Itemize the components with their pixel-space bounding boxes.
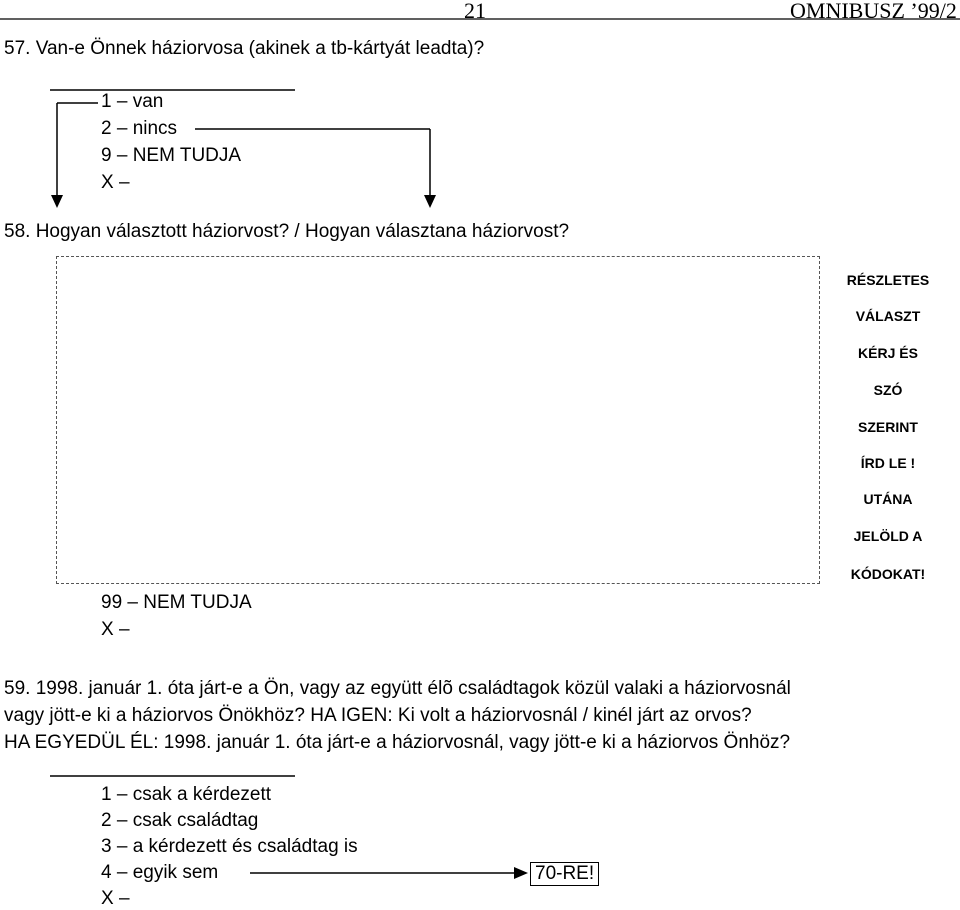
- q57-option-2: 2 – nincs: [101, 118, 178, 139]
- q58-instruction-1: RÉSZLETES: [846, 272, 930, 288]
- q59-text-line-1: 59. 1998. január 1. óta járt-e a Ön, vagy az együtt élõ családtagok közül valaki a háziorvosnál: [4, 678, 791, 699]
- q58-instruction-4: SZÓ: [873, 382, 903, 398]
- q59-option-2: 2 – csak családtag: [101, 810, 259, 831]
- q58-instruction-8: JELÖLD A: [853, 528, 923, 544]
- q58-instruction-5: SZERINT: [858, 419, 918, 435]
- q59-skip-arrow-head: [514, 867, 528, 879]
- q57-option-1: 1 – van: [101, 91, 164, 112]
- q59-text-line-3: HA EGYEDÜL ÉL: 1998. január 1. óta járt-e a háziorvosnál, vagy jött-e ki a háziorvos Önhöz?: [4, 732, 791, 753]
- q59-option-1: 1 – csak a kérdezett: [101, 784, 272, 805]
- q57-text: 57. Van-e Önnek háziorvosa (akinek a tb-kártyát leadta)?: [4, 38, 485, 59]
- q58-instruction-3: KÉRJ ÉS: [858, 345, 918, 361]
- q58-option-x: X –: [101, 619, 130, 640]
- q58-text: 58. Hogyan választott háziorvost? / Hogyan választana háziorvost?: [4, 221, 570, 242]
- q59-text-line-2: vagy jött-e ki a háziorvos Önökhöz? HA IGEN: Ki volt a háziorvosnál / kinél járt az orvos?: [4, 705, 752, 726]
- skip-to-70-label: 70-RE!: [535, 863, 595, 884]
- q58-option-99: 99 – NEM TUDJA: [101, 592, 252, 613]
- q59-option-4: 4 – egyik sem: [101, 862, 219, 883]
- q58-instruction-2: VÁLASZT: [855, 308, 921, 324]
- q57-arrow-left-head: [51, 195, 63, 208]
- q57-arrow-right-head: [424, 195, 436, 208]
- q58-instruction-6: ÍRD LE !: [860, 455, 916, 471]
- q57-option-x: X –: [101, 172, 130, 193]
- q58-instruction-7: UTÁNA: [863, 491, 913, 507]
- q57-option-9: 9 – NEM TUDJA: [101, 145, 242, 166]
- q59-option-3: 3 – a kérdezett és családtag is: [101, 836, 358, 857]
- q59-option-x: X –: [101, 888, 130, 909]
- q58-instruction-9: KÓDOKAT!: [850, 566, 926, 582]
- publication-title: OMNIBUSZ ’99/2: [790, 0, 957, 23]
- page-number: 21: [464, 0, 486, 23]
